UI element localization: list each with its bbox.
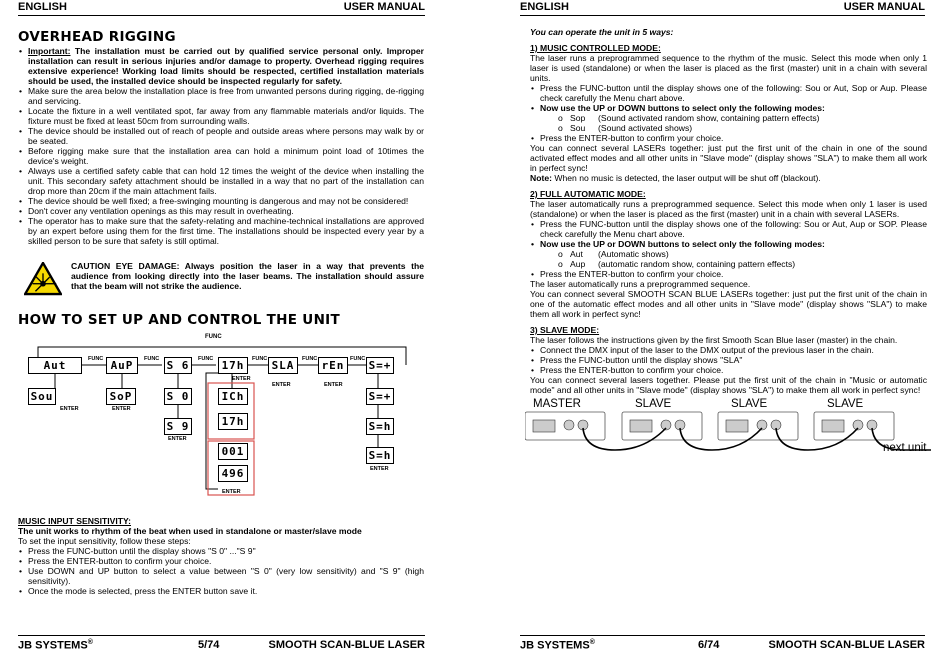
music-mode-section xyxy=(530,43,927,183)
chain-label-slave: SLAVE xyxy=(635,398,672,410)
rigging-bullet: • Always use a certified safety cable that can hold 12 times the weight of the device when installing the unit. This secondary safety attachment should be installed in a way that no part of the installation can drop more than 20cm if the main attachment fails. xyxy=(18,166,424,196)
footer-reg-mark: ® xyxy=(87,639,93,646)
sensitivity-intro: To set the input sensitivity, follow these steps: xyxy=(18,536,191,546)
display-17h-sub: 17h xyxy=(218,413,248,430)
rigging-bullet: • The device should be well fixed; a free-swinging mounting is dangerous and may not be considered! xyxy=(18,196,424,206)
note-text: When no music is detected, the laser output will be shut off (blackout). xyxy=(551,173,821,183)
music-mode-title: 1) MUSIC CONTROLLED MODE: xyxy=(530,43,661,53)
operation-modes xyxy=(530,27,927,395)
enter-label: ENTER xyxy=(324,382,343,388)
enter-label: ENTER xyxy=(272,382,291,388)
mode-desc: (automatic random show, containing pattern effects) xyxy=(598,259,796,269)
chain-label-slave: SLAVE xyxy=(827,398,864,410)
display-strobe: S=+ xyxy=(366,388,394,405)
rigging-bullet: • The device should be installed out of reach of people and outside areas where persons may walk by or be seated. xyxy=(18,126,424,146)
footer-brand-text: JB SYSTEMS xyxy=(18,639,88,652)
mode-code: Sou xyxy=(570,123,586,133)
mode-code: Aut xyxy=(570,249,583,259)
rigging-bullet: • Locate the fixture in a well ventilated spot, far away from any flammable materials and/or liquids. The fixture must be fixed at least 50cm from surrounding walls. xyxy=(18,106,424,126)
mode-option xyxy=(530,113,927,123)
auto-mode-step: • Press the ENTER-button to confirm your choice. xyxy=(530,269,927,279)
auto-mode-desc: The laser automatically runs a preprogrammed sequence. Select this mode when only 1 laser is used (standalone) or when the laser is placed as the first (master) unit in a chain with several LASERs. xyxy=(530,199,927,219)
display-ich: ICh xyxy=(218,388,248,405)
music-mode-step: • Press the ENTER-button to confirm your choice. xyxy=(530,133,927,143)
slave-mode-step: • Connect the DMX input of the laser to the DMX output of the previous laser in the chain. xyxy=(530,345,927,355)
sensitivity-step: • Press the FUNC-button until the display shows "S 0" ..."S 9" xyxy=(18,546,424,556)
music-mode-note xyxy=(530,173,927,183)
chain-label-master: MASTER xyxy=(533,398,581,410)
auto-mode-step: • Now use the UP or DOWN buttons to select only the following modes: xyxy=(530,239,927,249)
page-header xyxy=(18,0,425,16)
footer-brand-text: JB SYSTEMS xyxy=(520,639,590,652)
slave-mode-title: 3) SLAVE MODE: xyxy=(530,325,600,335)
enter-label: ENTER xyxy=(168,436,187,442)
func-label: FUNC xyxy=(205,334,222,340)
enter-label: ENTER xyxy=(222,489,241,495)
footer-brand xyxy=(18,639,93,652)
important-item xyxy=(18,46,424,86)
header-title: USER MANUAL xyxy=(843,1,925,13)
sensitivity-step: • Press the ENTER-button to confirm your choice. xyxy=(18,556,424,566)
music-mode-chain: You can connect several LASERs together: just put the first unit of the chain in one of the sound activated effect modes and all other units in "Slave mode" (display shows "SLA") to make them all work in perfect sync! xyxy=(530,143,927,173)
rigging-bullet: • Before rigging make sure that the installation area can hold a minimum point load of 10times the device's weight. xyxy=(18,146,424,166)
enter-label: ENTER xyxy=(232,376,251,382)
sensitivity-title: MUSIC INPUT SENSITIVITY: xyxy=(18,516,131,526)
overhead-rigging-body xyxy=(18,46,424,246)
music-mode-desc: The laser runs a preprogrammed sequence to the rhythm of the music. Select this mode when only 1 laser is used (standalone) or when the laser is placed as the first (master) unit in a chain with several units. xyxy=(530,53,927,83)
laser-units-drawing xyxy=(525,398,933,458)
music-mode-step: • Press the FUNC-button until the display shows one of the following: Sou or Aut, Sop or Aup. Please check carefully the Menu chart above. xyxy=(530,83,927,103)
enter-label: ENTER xyxy=(112,406,131,412)
header-language: ENGLISH xyxy=(520,1,569,13)
auto-mode-section xyxy=(530,189,927,319)
mode-option xyxy=(530,259,927,269)
display-strobe: S=h xyxy=(366,418,394,435)
chain-label-slave: SLAVE xyxy=(731,398,768,410)
dmx-chain-diagram xyxy=(525,398,933,458)
func-label: FUNC xyxy=(144,356,160,362)
footer-reg-mark: ® xyxy=(589,639,595,646)
music-mode-step: • Now use the UP or DOWN buttons to select only the following modes: xyxy=(530,103,927,113)
modes-intro: You can operate the unit in 5 ways: xyxy=(530,27,674,37)
display-aut: Aut xyxy=(28,357,82,374)
display-ren: rEn xyxy=(318,357,348,374)
display-sop: SoP xyxy=(106,388,136,405)
slave-mode-desc: The laser follows the instructions given by the first Smooth Scan Blue laser (master) in the chain. xyxy=(530,335,898,345)
enter-label: ENTER xyxy=(370,466,389,472)
display-sou: Sou xyxy=(28,388,56,405)
display-s0: S 0 xyxy=(164,388,192,405)
sensitivity-step: • Use DOWN and UP button to select a value between "S 0" (very low sensitivity) and "S 9" (high sensitivity). xyxy=(18,566,424,586)
auto-mode-text: The laser automatically runs a preprogrammed sequence. xyxy=(530,279,751,289)
func-label: FUNC xyxy=(88,356,104,362)
mode-code: Sop xyxy=(570,113,586,123)
setup-title: HOW TO SET UP AND CONTROL THE UNIT xyxy=(18,312,340,328)
display-strobe: S=h xyxy=(366,447,394,464)
rigging-bullet: • Make sure the area below the installation place is free from unwanted persons during rigging, de-rigging and servicing. xyxy=(18,86,424,106)
slave-mode-step: • Press the ENTER-button to confirm your choice. xyxy=(530,365,927,375)
caution-eye-damage: CAUTION EYE DAMAGE: Always position the laser in a way that prevents the audience from looking directly into the laser beams. The installation should assure that the beam will not strike the audience. xyxy=(71,261,424,291)
footer-brand xyxy=(520,639,595,652)
mode-desc: (Sound activated shows) xyxy=(598,123,693,133)
auto-mode-title: 2) FULL AUTOMATIC MODE: xyxy=(530,189,646,199)
display-s6: S 6 xyxy=(164,357,192,374)
sensitivity-section xyxy=(18,516,424,596)
page-footer xyxy=(520,635,925,654)
display-aup: AuP xyxy=(106,357,138,374)
mode-desc: (Sound activated random show, containing pattern effects) xyxy=(598,113,820,123)
next-unit-label: next unit xyxy=(883,442,927,454)
menu-chart xyxy=(28,333,418,503)
mode-desc: (Automatic shows) xyxy=(598,249,669,259)
rigging-bullet: • The operator has to make sure that the safety-relating and machine-technical installations are approved by an expert before using them for the first time. The installations should be inspected every year by a skilled person to be sure that safety is still optimal. xyxy=(18,216,424,246)
header-language: ENGLISH xyxy=(18,1,67,13)
func-label: FUNC xyxy=(252,356,268,362)
note-label: Note: xyxy=(530,173,552,183)
sensitivity-step: • Once the mode is selected, press the ENTER button save it. xyxy=(18,586,424,596)
laser-warning-icon xyxy=(24,262,62,296)
footer-product: SMOOTH SCAN-BLUE LASER xyxy=(768,639,925,651)
page-footer xyxy=(18,635,425,654)
footer-page-number: 5/74 xyxy=(198,639,220,651)
overhead-rigging-title: OVERHEAD RIGGING xyxy=(18,29,176,45)
slave-mode-chain: You can connect several lasers together. Please put the first unit of the chain in "Music or automatic mode" and all other units in "Slave mode" (display shows "SLA") to make them all work in perfect sync! xyxy=(530,375,927,395)
mode-option xyxy=(530,123,927,133)
display-sla: SLA xyxy=(268,357,298,374)
display-strobe: S=+ xyxy=(366,357,394,374)
enter-label: ENTER xyxy=(60,406,79,412)
slave-mode-section xyxy=(530,325,927,395)
mode-option xyxy=(530,249,927,259)
rigging-bullet: • Don't cover any ventilation openings as this may result in overheating. xyxy=(18,206,424,216)
sensitivity-subtitle: The unit works to rhythm of the beat when used in standalone or master/slave mode xyxy=(18,526,362,536)
slave-mode-step: • Press the FUNC-button until the display shows "SLA" xyxy=(530,355,927,365)
auto-mode-step: • Press the FUNC-button until the display shows one of the following: Sou or Aut, Aup or SOP. Please check carefully the Menu chart above. xyxy=(530,219,927,239)
mode-code: Aup xyxy=(570,259,586,269)
footer-product: SMOOTH SCAN-BLUE LASER xyxy=(268,639,425,651)
right-page xyxy=(475,0,950,654)
auto-mode-chain: You can connect several SMOOTH SCAN BLUE LASERs together: just put the first unit of the chain in one of the automatic effect modes and all other units in "Slave mode" (display shows "SLA") to make them all work in perfect sync! xyxy=(530,289,927,319)
display-s9: S 9 xyxy=(164,418,192,435)
header-title: USER MANUAL xyxy=(343,1,425,13)
important-label: Important: xyxy=(28,46,71,56)
important-text: The installation must be carried out by qualified service personal only. Improper installation can result in serious injuries and/or damage to property. Overhead rigging requires extensive experience! Working load limits should be respected, certified installation materials should be used, the installed device should be inspected regularly for safety. xyxy=(28,46,424,86)
display-001: 001 xyxy=(218,443,248,460)
page-header xyxy=(520,0,925,16)
func-label: FUNC xyxy=(302,356,318,362)
display-496: 496 xyxy=(218,465,248,482)
func-label: FUNC xyxy=(350,356,366,362)
footer-page-number: 6/74 xyxy=(698,639,720,651)
display-17h: 17h xyxy=(218,357,248,374)
func-label: FUNC xyxy=(198,356,214,362)
